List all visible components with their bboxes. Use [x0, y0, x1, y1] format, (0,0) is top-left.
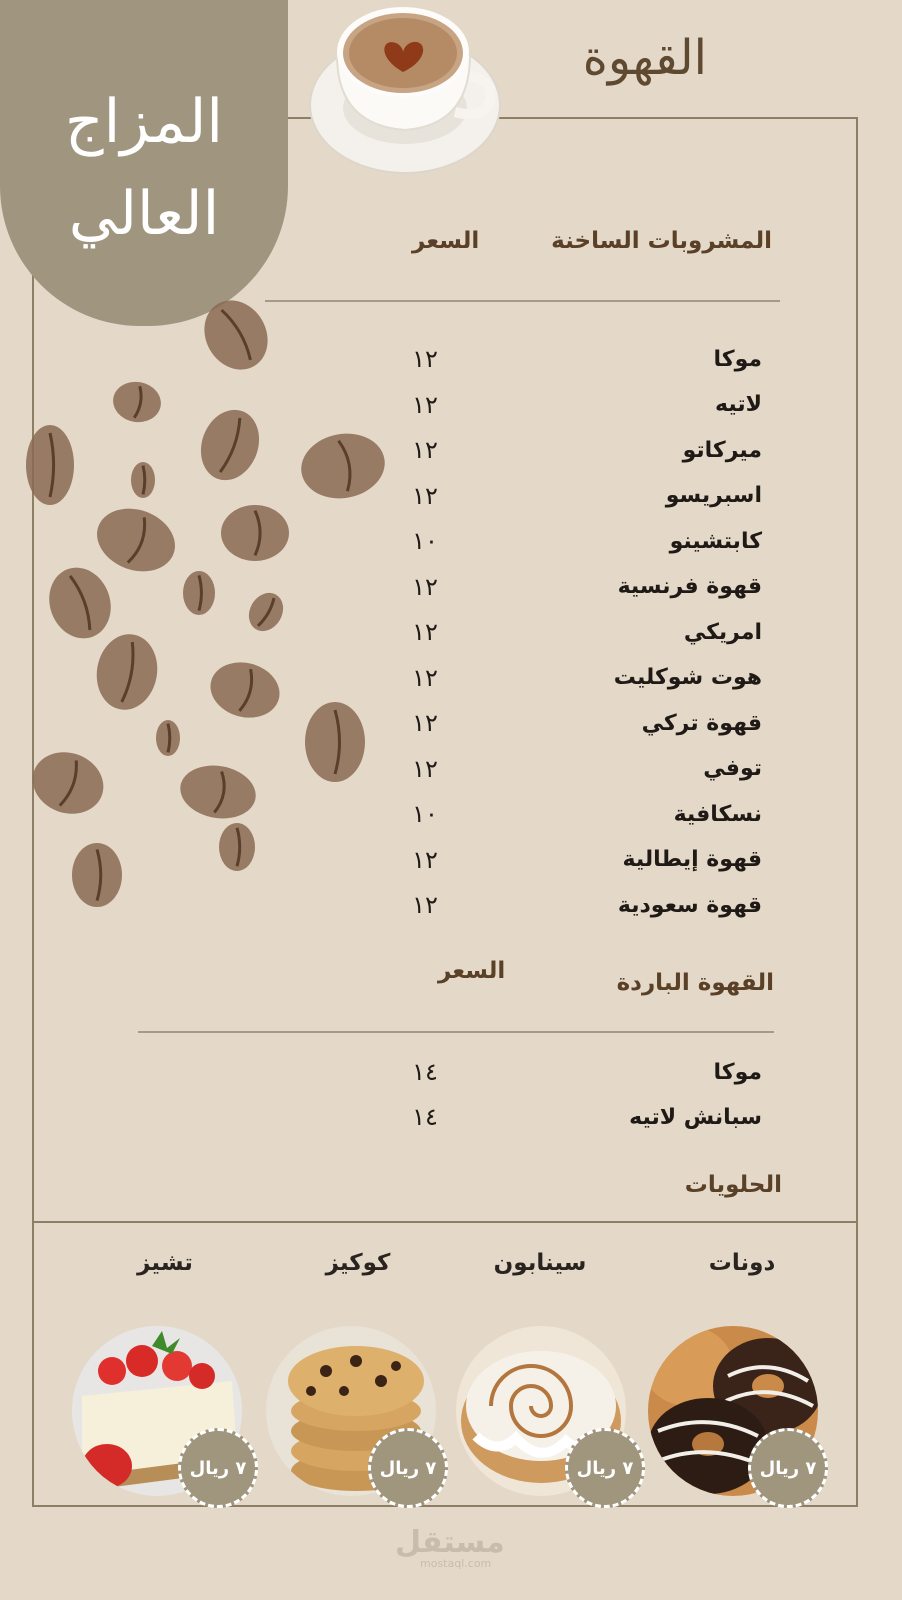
cold-drink-row [400, 1097, 762, 1137]
brand-badge [0, 0, 288, 326]
coffee-bean-icon [88, 498, 184, 582]
watermark-logo: مستقل [395, 1525, 505, 1560]
hot-drink-price: ١٢ [412, 845, 438, 874]
frame-right-line [856, 117, 858, 1507]
cinnabon-price-badge: ٧ ريال [565, 1428, 645, 1508]
coffee-bean-icon [26, 425, 74, 505]
hot-drink-price: ١٢ [412, 754, 438, 783]
hot-drink-row [400, 567, 762, 607]
coffee-bean-icon [110, 378, 164, 426]
hot-drink-row [400, 385, 762, 425]
coffee-bean-icon [91, 629, 163, 714]
hot-drink-row [400, 521, 762, 561]
coffee-bean-icon [191, 402, 268, 489]
cold-drinks-header: القهوة الباردة [616, 970, 774, 996]
hot-drink-price: ١٢ [412, 618, 438, 646]
coffee-bean-icon [221, 505, 289, 561]
coffee-bean-icon [219, 823, 255, 871]
watermark-url: mostaql.com [420, 1557, 492, 1570]
hot-drink-price: ١٢ [412, 436, 438, 464]
dessert-name-cinnabon: سينابون [493, 1250, 587, 1276]
hot-drink-name: امريكي [683, 619, 762, 645]
brand-line-1: المزاج [64, 87, 224, 157]
hot-drink-name: ميركاتو [682, 437, 762, 463]
cheesecake-price-badge: ٧ ريال [178, 1428, 258, 1508]
coffee-cup-icon [305, 0, 505, 180]
hot-drink-name: موكا [713, 346, 762, 372]
hot-drink-name: توفي [703, 756, 762, 781]
hot-drink-row [400, 430, 762, 470]
hot-drink-name: هوت شوكليت [613, 665, 762, 690]
hot-drink-price: ١٢ [412, 709, 438, 737]
hot-drink-name: اسبريسو [665, 483, 762, 508]
hot-drink-row [400, 476, 762, 516]
coffee-bean-icon [296, 427, 390, 505]
cold-drink-name: موكا [713, 1059, 762, 1085]
frame-bottom-line [32, 1505, 858, 1507]
hot-drink-name: قهوة فرنسية [617, 574, 762, 599]
hot-drink-row [400, 339, 762, 379]
cold-drink-name: سبانش لاتيه [629, 1104, 762, 1130]
page-title: القهوة [582, 30, 707, 86]
hot-drinks-header: المشروبات الساخنة [551, 228, 772, 254]
coffee-bean-icon [183, 571, 215, 615]
hot-drink-name: قهوة سعودية [617, 892, 762, 918]
hot-price-header: السعر [412, 228, 480, 254]
hot-drink-price: ١٢ [412, 663, 438, 692]
coffee-bean-icon [204, 655, 286, 725]
hot-drink-row [400, 840, 762, 880]
hot-drink-price: ١٢ [412, 572, 438, 601]
hot-drink-row [400, 749, 762, 789]
cold-drink-price: ١٤ [412, 1103, 438, 1131]
hot-drink-row [400, 658, 762, 698]
coffee-bean-icon [24, 742, 112, 823]
cold-drink-row [400, 1052, 762, 1092]
cold-drink-price: ١٤ [412, 1058, 438, 1086]
hot-drink-name: نسكافية [673, 801, 762, 827]
brand-line-2: العالي [68, 179, 220, 249]
cookies-price-badge: ٧ ريال [368, 1428, 448, 1508]
coffee-bean-icon [242, 587, 290, 638]
sweets-header: الحلويات [684, 1172, 782, 1198]
coffee-bean-icon [156, 720, 180, 756]
dessert-name-cookies: كوكيز [325, 1250, 391, 1276]
coffee-bean-icon [72, 843, 122, 907]
hot-drink-price: ١٠ [412, 527, 438, 555]
coffee-beans-decoration [0, 290, 400, 930]
coffee-bean-icon [192, 290, 280, 381]
coffee-bean-icon [131, 462, 155, 498]
hot-drink-row [400, 612, 762, 652]
hot-drink-price: ١٢ [412, 481, 438, 510]
hot-drink-price: ١٠ [412, 800, 438, 828]
sweets-divider-line [32, 1221, 858, 1223]
hot-drink-price: ١٢ [412, 345, 438, 373]
hot-drink-price: ١٢ [412, 891, 438, 919]
hot-drink-name: لاتيه [715, 392, 762, 417]
hot-drink-price: ١٢ [412, 390, 438, 419]
hot-drink-row [400, 885, 762, 925]
dessert-name-cheesecake: تشيز [137, 1250, 193, 1276]
hot-drink-name: قهوة إيطالية [622, 847, 762, 872]
coffee-bean-icon [39, 559, 120, 647]
donuts-price-badge: ٧ ريال [748, 1428, 828, 1508]
hot-drink-name: قهوة تركي [641, 710, 762, 736]
coffee-bean-icon [176, 760, 260, 824]
cold-separator [138, 1031, 774, 1033]
cold-price-header: السعر [438, 958, 506, 984]
hot-drink-name: كابتشينو [669, 528, 762, 554]
hot-drink-row [400, 794, 762, 834]
dessert-name-donuts: دونات [708, 1250, 776, 1276]
hot-drink-row [400, 703, 762, 743]
coffee-bean-icon [305, 702, 365, 782]
